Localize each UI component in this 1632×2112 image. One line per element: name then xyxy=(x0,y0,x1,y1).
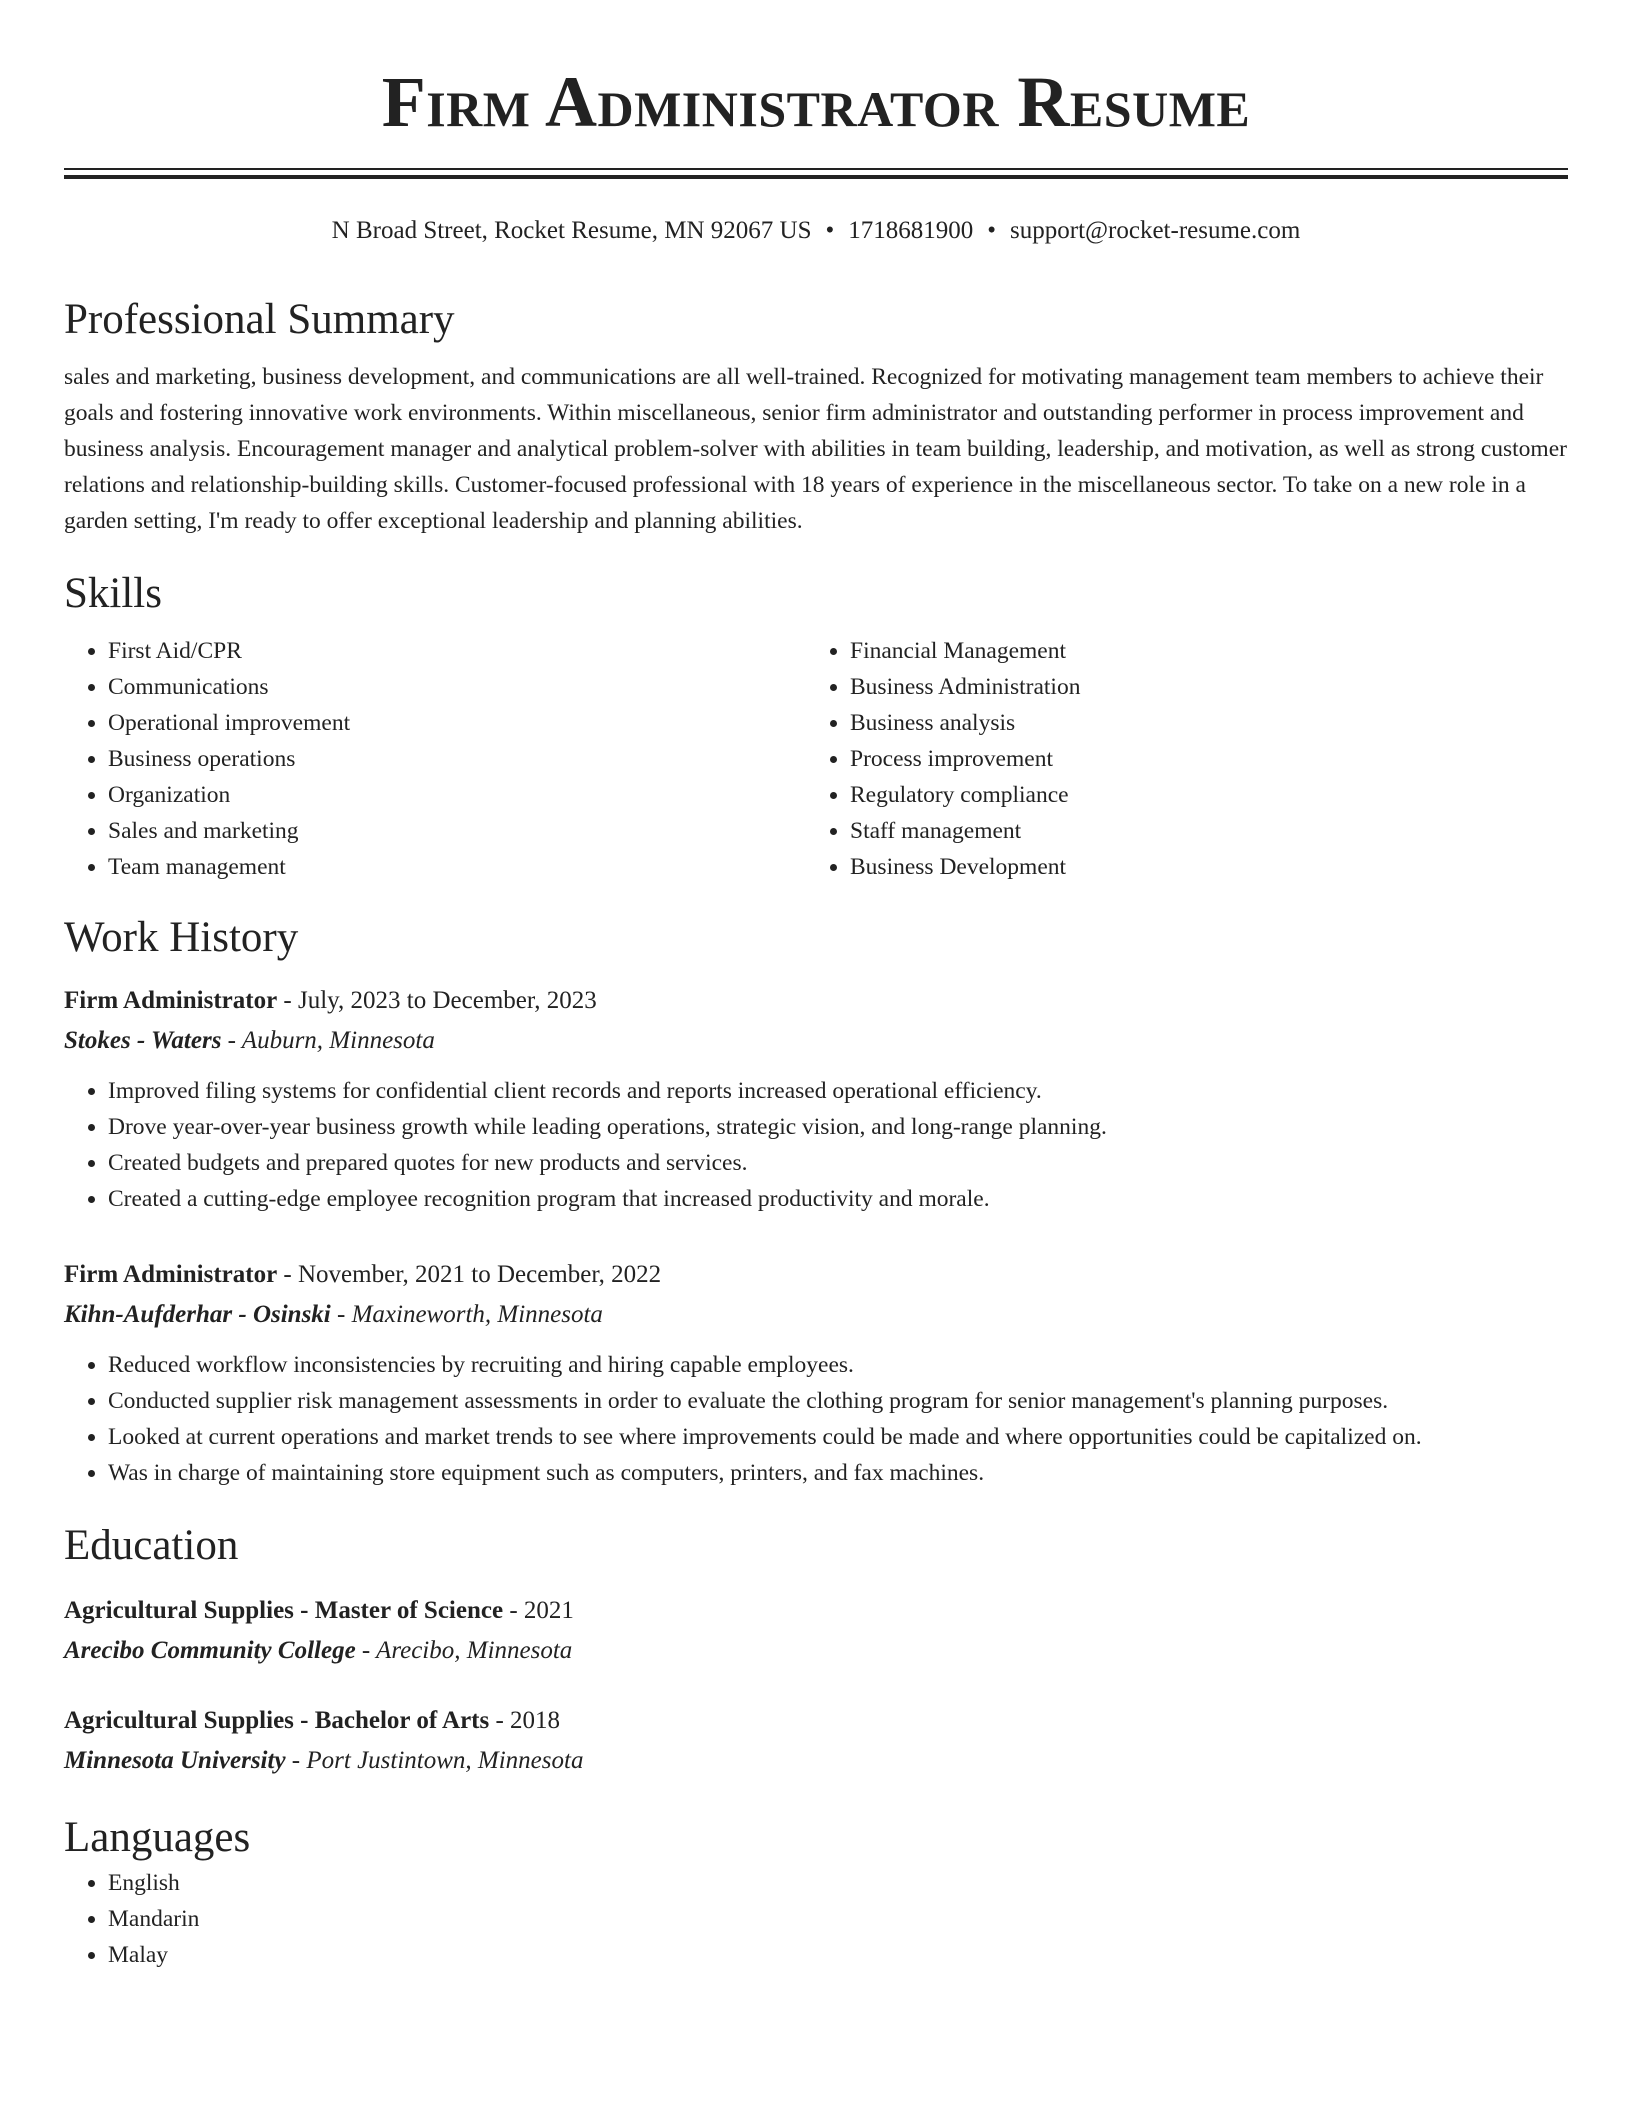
skill-item: • Team management xyxy=(108,849,806,885)
education-school-line xyxy=(64,1741,1568,1781)
skills-list-right xyxy=(806,633,1568,885)
job-bullet: • Created budgets and prepared quotes for new products and services. xyxy=(108,1145,1568,1181)
contact-email: support@rocket-resume.com xyxy=(1010,217,1301,244)
contact-address: N Broad Street, Rocket Resume, MN 92067 US xyxy=(331,217,812,244)
education-heading: Education xyxy=(64,1522,239,1569)
skills-list-left xyxy=(64,633,806,885)
job-bullet: • Drove year-over-year business growth while leading operations, strategic vision, and long-range planning. xyxy=(108,1109,1568,1145)
education-degree: Agricultural Supplies - Bachelor of Arts xyxy=(64,1707,490,1734)
summary-text: sales and marketing, business development, and communications are all well-trained. Recognized for motivating management team members to achieve their goals and fostering innovative work environments. Within miscellaneous, senior firm administrator and outstanding performer in process improvement and business analysis. Encouragement manager and analytical problem-solver with abilities in team building, leadership, and motivation, as well as strong customer relations and relationship-building skills. Customer-focused professional with 18 years of experience in the miscellaneous sector. To take on a new role in a garden setting, I'm ready to offer exceptional leadership and planning abilities. xyxy=(64,364,1567,534)
job-dates: - July, 2023 to December, 2023 xyxy=(277,987,597,1014)
education-location: - Port Justintown, Minnesota xyxy=(285,1747,584,1774)
job-role: Firm Administrator xyxy=(64,987,278,1014)
languages-list xyxy=(64,1865,1568,1973)
skill-item: • Organization xyxy=(108,777,806,813)
job-bullet: • Conducted supplier risk management assessments in order to evaluate the clothing program for senior management's planning purposes. xyxy=(108,1383,1568,1419)
job-company-line xyxy=(64,1021,1568,1061)
skill-item: • Business operations xyxy=(108,741,806,777)
skill-item: • Communications xyxy=(108,669,806,705)
work-history-heading: Work History xyxy=(64,914,299,961)
job-bullets xyxy=(64,1073,1568,1217)
job-bullet: • Was in charge of maintaining store equipment such as computers, printers, and fax machines. xyxy=(108,1455,1568,1491)
job-bullet: • Reduced workflow inconsistencies by recruiting and hiring capable employees. xyxy=(108,1347,1568,1383)
contact-separator: • xyxy=(987,217,997,244)
job-title-line xyxy=(64,1255,1568,1295)
skill-item: • Business Development xyxy=(850,849,1568,885)
skill-item: • Staff management xyxy=(850,813,1568,849)
skill-item: • Regulatory compliance xyxy=(850,777,1568,813)
skill-item: • Business analysis xyxy=(850,705,1568,741)
education-location: - Arecibo, Minnesota xyxy=(355,1637,573,1664)
skills-heading: Skills xyxy=(64,570,162,617)
job-location: - Maxineworth, Minnesota xyxy=(330,1301,603,1328)
job-company: Stokes - Waters xyxy=(64,1027,222,1054)
job-location: - Auburn, Minnesota xyxy=(221,1027,435,1054)
language-item: • Malay xyxy=(108,1937,1568,1973)
contact-line xyxy=(64,213,1568,249)
language-item: • Mandarin xyxy=(108,1901,1568,1937)
summary-heading: Professional Summary xyxy=(64,296,455,343)
education-school: Arecibo Community College xyxy=(64,1637,356,1664)
contact-phone: 1718681900 xyxy=(848,217,974,244)
education-school-line xyxy=(64,1631,1568,1671)
education-degree-line xyxy=(64,1701,1568,1741)
education-degree: Agricultural Supplies - Master of Science xyxy=(64,1597,504,1624)
education-entry xyxy=(64,1701,1568,1781)
job-role: Firm Administrator xyxy=(64,1261,278,1288)
education-degree-line xyxy=(64,1591,1568,1631)
job-bullet: • Improved filing systems for confidential client records and reports increased operational efficiency. xyxy=(108,1073,1568,1109)
skill-item: • Business Administration xyxy=(850,669,1568,705)
education-school: Minnesota University xyxy=(64,1747,286,1774)
contact-separator: • xyxy=(825,217,835,244)
skill-item: • Sales and marketing xyxy=(108,813,806,849)
skill-item: • Operational improvement xyxy=(108,705,806,741)
resume-title: Firm Administrator Resume xyxy=(381,62,1251,142)
education-year: - 2021 xyxy=(503,1597,574,1624)
skill-item: • Financial Management xyxy=(850,633,1568,669)
job-bullet: • Created a cutting-edge employee recognition program that increased productivity and morale. xyxy=(108,1181,1568,1217)
job-title-line xyxy=(64,981,1568,1021)
title-divider xyxy=(64,168,1568,179)
skill-item: • Process improvement xyxy=(850,741,1568,777)
skill-item: • First Aid/CPR xyxy=(108,633,806,669)
job-entry xyxy=(64,981,1568,1217)
job-bullets xyxy=(64,1347,1568,1491)
job-company: Kihn-Aufderhar - Osinski xyxy=(64,1301,331,1328)
education-year: - 2018 xyxy=(489,1707,561,1734)
job-company-line xyxy=(64,1295,1568,1335)
job-dates: - November, 2021 to December, 2022 xyxy=(277,1261,662,1288)
language-item: • English xyxy=(108,1865,1568,1901)
job-entry xyxy=(64,1255,1568,1491)
job-bullet: • Looked at current operations and market trends to see where improvements could be made and where opportunities could be capitalized on. xyxy=(108,1419,1568,1455)
education-entry xyxy=(64,1591,1568,1671)
skills-grid xyxy=(64,633,1568,885)
languages-heading: Languages xyxy=(64,1814,251,1861)
